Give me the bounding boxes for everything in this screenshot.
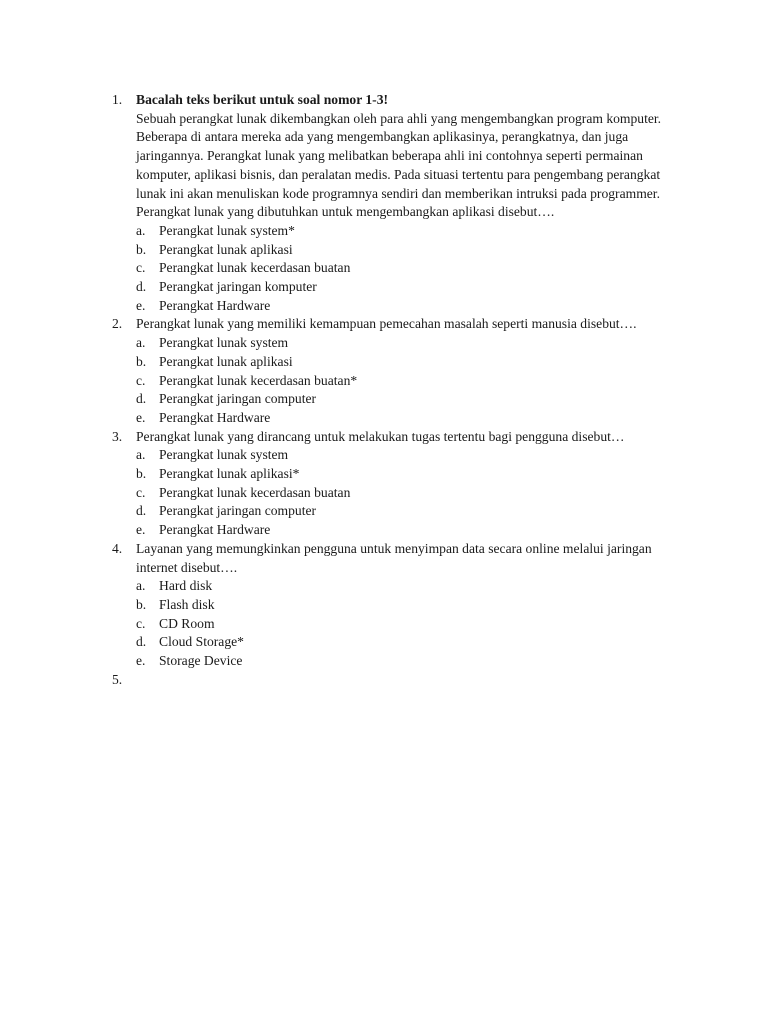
option-letter: c.	[136, 615, 146, 631]
option-d	[136, 633, 672, 652]
question-text: Sebuah perangkat lunak dikembangkan oleh para ahli yang mengembangkan program komputer. Beberapa di antara mereka ada yang mengembangkan aplikasinya, perangkatnya, dan juga jaringannya. Perangkat lunak yang melibatkan beberapa ahli ini contohnya seperti permainan komputer, aplikasi bisnis, dan peralatan medis. Pada situasi tertentu para pengembang perangkat lunak ini akan menuliskan kode programnya sendiri dan memberikan intruksi pada programmer. Perangkat lunak yang dibutuhkan untuk mengembangkan aplikasi disebut….	[136, 110, 662, 220]
option-letter: c.	[136, 372, 146, 388]
option-text: Flash disk	[159, 596, 215, 612]
option-letter: d.	[136, 634, 147, 650]
option-letter: e.	[136, 653, 146, 669]
option-c	[136, 484, 672, 503]
option-letter: b.	[136, 241, 147, 257]
option-e	[136, 652, 672, 671]
option-text: Perangkat jaringan computer	[159, 503, 317, 519]
option-d	[136, 278, 672, 297]
option-text: Perangkat lunak aplikasi	[159, 353, 293, 369]
option-a	[136, 577, 672, 596]
option-text: Perangkat lunak system	[159, 447, 289, 463]
option-list	[136, 222, 672, 316]
question-2	[112, 315, 672, 427]
option-text: Perangkat jaringan computer	[159, 391, 317, 407]
option-text: Cloud Storage*	[159, 634, 244, 650]
option-text: Perangkat lunak kecerdasan buatan*	[159, 372, 358, 388]
question-heading: Bacalah teks berikut untuk soal nomor 1-3!	[136, 92, 389, 107]
option-text: Perangkat lunak aplikasi*	[159, 466, 300, 482]
option-text: Perangkat lunak kecerdasan buatan	[159, 484, 351, 500]
option-letter: d.	[136, 391, 147, 407]
option-b	[136, 465, 672, 484]
option-letter: d.	[136, 503, 147, 519]
option-letter: a.	[136, 447, 146, 463]
question-4	[112, 540, 672, 671]
question-text: Layanan yang memungkinkan pengguna untuk menyimpan data secara online melalui jaringan internet disebut….	[136, 540, 652, 575]
option-letter: c.	[136, 484, 146, 500]
question-text: Perangkat lunak yang dirancang untuk melakukan tugas tertentu bagi pengguna disebut…	[136, 428, 625, 444]
option-letter: a.	[136, 222, 146, 238]
option-text: Hard disk	[159, 578, 213, 594]
option-letter: a.	[136, 335, 146, 351]
option-list	[136, 334, 672, 428]
option-a	[136, 446, 672, 465]
option-text: Perangkat Hardware	[159, 297, 271, 313]
option-d	[136, 390, 672, 409]
option-c	[136, 615, 672, 634]
option-text: CD Room	[159, 615, 215, 631]
option-text: Perangkat lunak system*	[159, 222, 295, 238]
question-number: 1.	[112, 92, 123, 107]
question-1	[112, 91, 672, 315]
option-letter: c.	[136, 260, 146, 276]
question-text	[136, 671, 672, 690]
option-e	[136, 521, 672, 540]
option-b	[136, 241, 672, 260]
option-letter: b.	[136, 596, 147, 612]
option-list	[136, 446, 672, 540]
option-letter: e.	[136, 297, 146, 313]
option-letter: b.	[136, 353, 147, 369]
option-b	[136, 353, 672, 372]
question-text: Perangkat lunak yang memiliki kemampuan pemecahan masalah seperti manusia disebut….	[136, 316, 637, 332]
option-d	[136, 502, 672, 521]
option-c	[136, 372, 672, 391]
option-text: Perangkat lunak kecerdasan buatan	[159, 260, 351, 276]
option-letter: b.	[136, 466, 147, 482]
option-a	[136, 334, 672, 353]
option-a	[136, 222, 672, 241]
option-text: Perangkat jaringan komputer	[159, 279, 317, 295]
option-text: Storage Device	[159, 653, 243, 669]
option-text: Perangkat lunak system	[159, 335, 289, 351]
question-list	[112, 91, 672, 690]
question-number: 3.	[112, 428, 123, 444]
option-e	[136, 297, 672, 316]
question-3	[112, 428, 672, 540]
option-letter: e.	[136, 522, 146, 538]
option-b	[136, 596, 672, 615]
option-c	[136, 259, 672, 278]
question-5	[112, 671, 672, 690]
option-text: Perangkat lunak aplikasi	[159, 241, 293, 257]
question-number: 2.	[112, 316, 123, 332]
option-letter: d.	[136, 279, 147, 295]
option-text: Perangkat Hardware	[159, 522, 271, 538]
question-number: 5.	[112, 671, 123, 687]
option-list	[136, 577, 672, 671]
question-number: 4.	[112, 540, 123, 556]
option-text: Perangkat Hardware	[159, 409, 271, 425]
option-letter: e.	[136, 409, 146, 425]
option-e	[136, 409, 672, 428]
option-letter: a.	[136, 578, 146, 594]
